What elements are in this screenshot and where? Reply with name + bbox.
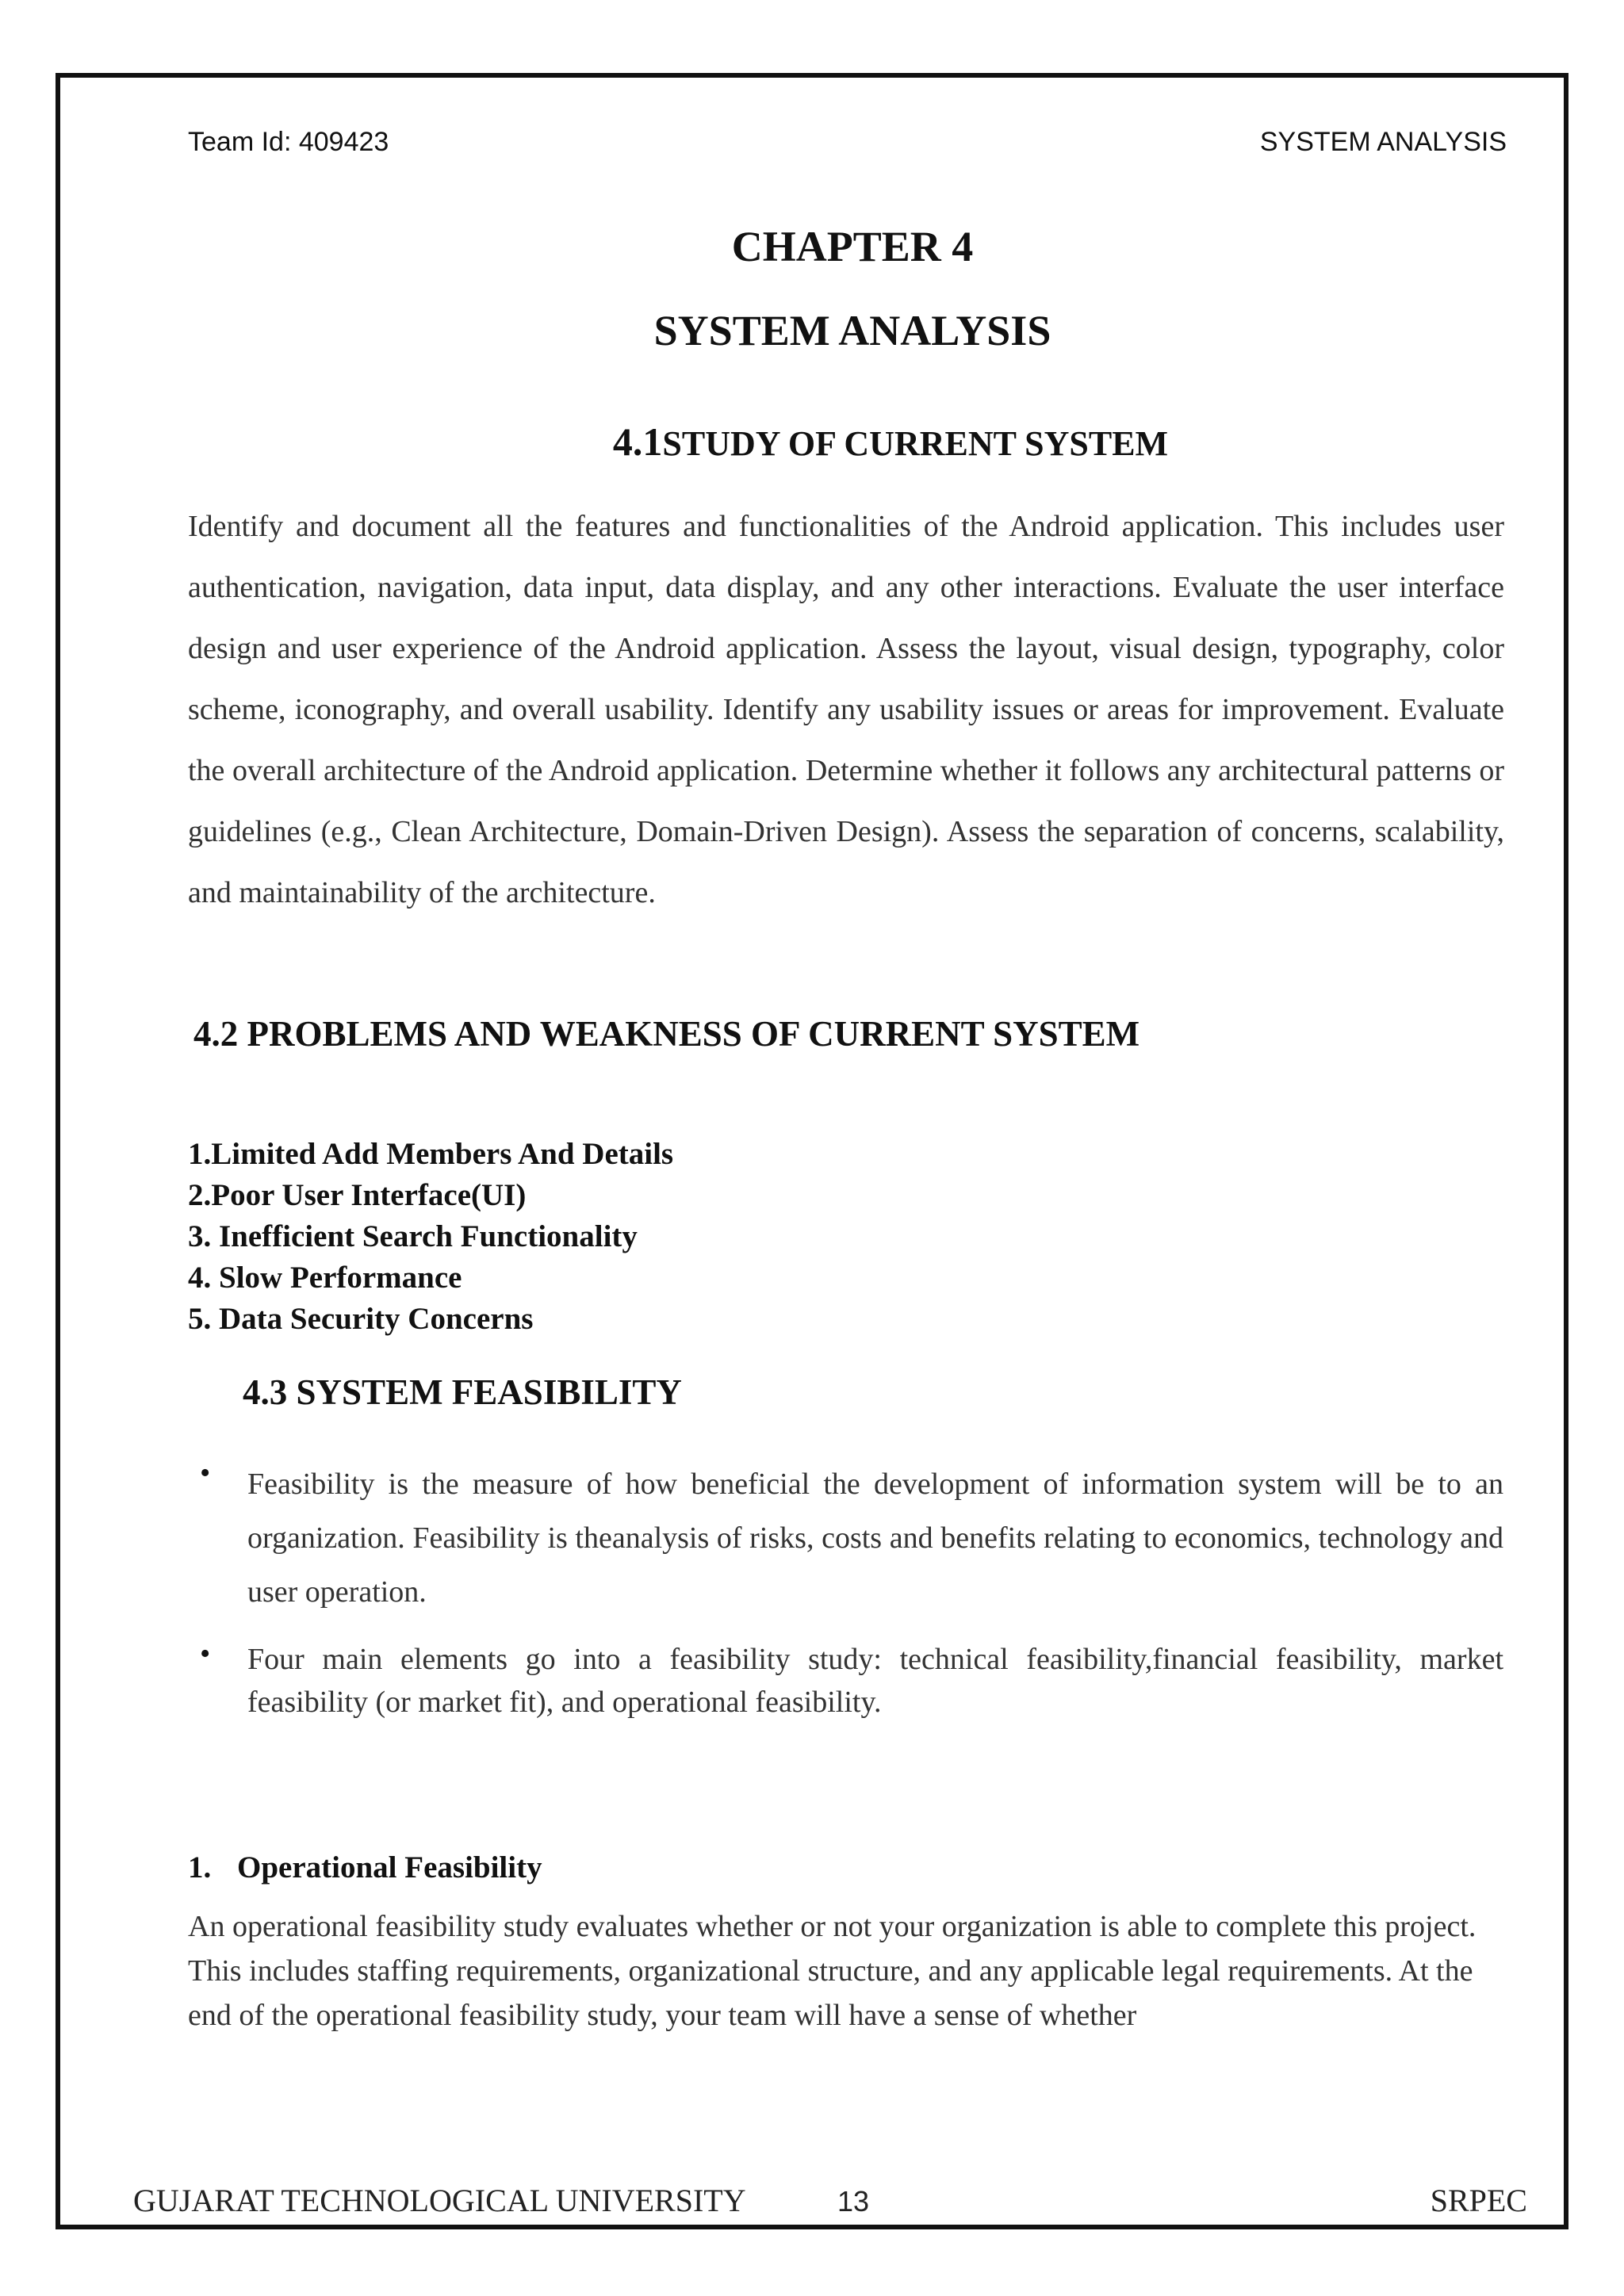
subsection-title: Operational Feasibility: [237, 1850, 542, 1885]
subsection-number: 1.: [188, 1850, 212, 1885]
section-4-1-title: STUDY OF CURRENT SYSTEM: [662, 424, 1169, 463]
list-item: 2.Poor User Interface(UI): [188, 1178, 527, 1212]
operational-feasibility-paragraph: An operational feasibility study evaluates whether or not your organization is able to complete this project. This includes staffing requirements, organizational structure, and any applicable legal requirements. At the end of the operational feasibility study, your team will have a sense of whether: [188, 1910, 1477, 2032]
feasibility-bullet-2: Four main elements go into a feasibility study: technical feasibility,financial feasibility, market feasibility (or market fit), and operational feasibility.: [247, 1643, 1503, 1719]
list-item: 4. Slow Performance: [188, 1261, 462, 1295]
section-4-1-heading: [0, 419, 1624, 465]
operational-feasibility-heading: [188, 1850, 542, 1885]
problems-list: [188, 1134, 673, 1340]
section-4-1-number: 4.1: [612, 419, 663, 464]
section-4-2-heading: 4.2 PROBLEMS AND WEAKNESS OF CURRENT SYSTEM: [193, 1014, 1140, 1054]
bullet-icon: •: [200, 1456, 211, 1490]
header-team-id: Team Id: 409423: [188, 127, 389, 157]
header-section-title: SYSTEM ANALYSIS: [1259, 127, 1507, 157]
footer-college: SRPEC: [1430, 2183, 1527, 2218]
chapter-number: CHAPTER 4: [731, 223, 974, 270]
footer-page-number: 13: [837, 2185, 870, 2218]
chapter-title: SYSTEM ANALYSIS: [653, 307, 1051, 354]
list-item: 5. Data Security Concerns: [188, 1302, 534, 1336]
footer-university: GUJARAT TECHNOLOGICAL UNIVERSITY: [133, 2183, 746, 2218]
feasibility-bullet-1: Feasibility is the measure of how beneficial the development of information system will be to an organization. Feasibility is theanalysis of risks, costs and benefits relating to economics, technology and user operation.: [247, 1468, 1503, 1609]
list-item: 1.Limited Add Members And Details: [188, 1137, 674, 1171]
bullet-icon: •: [200, 1637, 211, 1670]
section-4-1-paragraph: Identify and document all the features and functionalities of the Android application. This includes user authentication, navigation, data input, data display, and any other interactions. Evaluate the user interface design and user experience of the Android application. Assess the layout, visual design, typography, color scheme, iconography, and overall usability. Identify any usability issues or areas for improvement. Evaluate the overall architecture of the Android application. Determine whether it follows any architectural patterns or guidelines (e.g., Clean Architecture, Domain-Driven Design). Assess the separation of concerns, scalability, and maintainability of the architecture.: [188, 510, 1504, 909]
list-item: 3. Inefficient Search Functionality: [188, 1219, 638, 1253]
section-4-3-heading: 4.3 SYSTEM FEASIBILITY: [243, 1372, 682, 1412]
